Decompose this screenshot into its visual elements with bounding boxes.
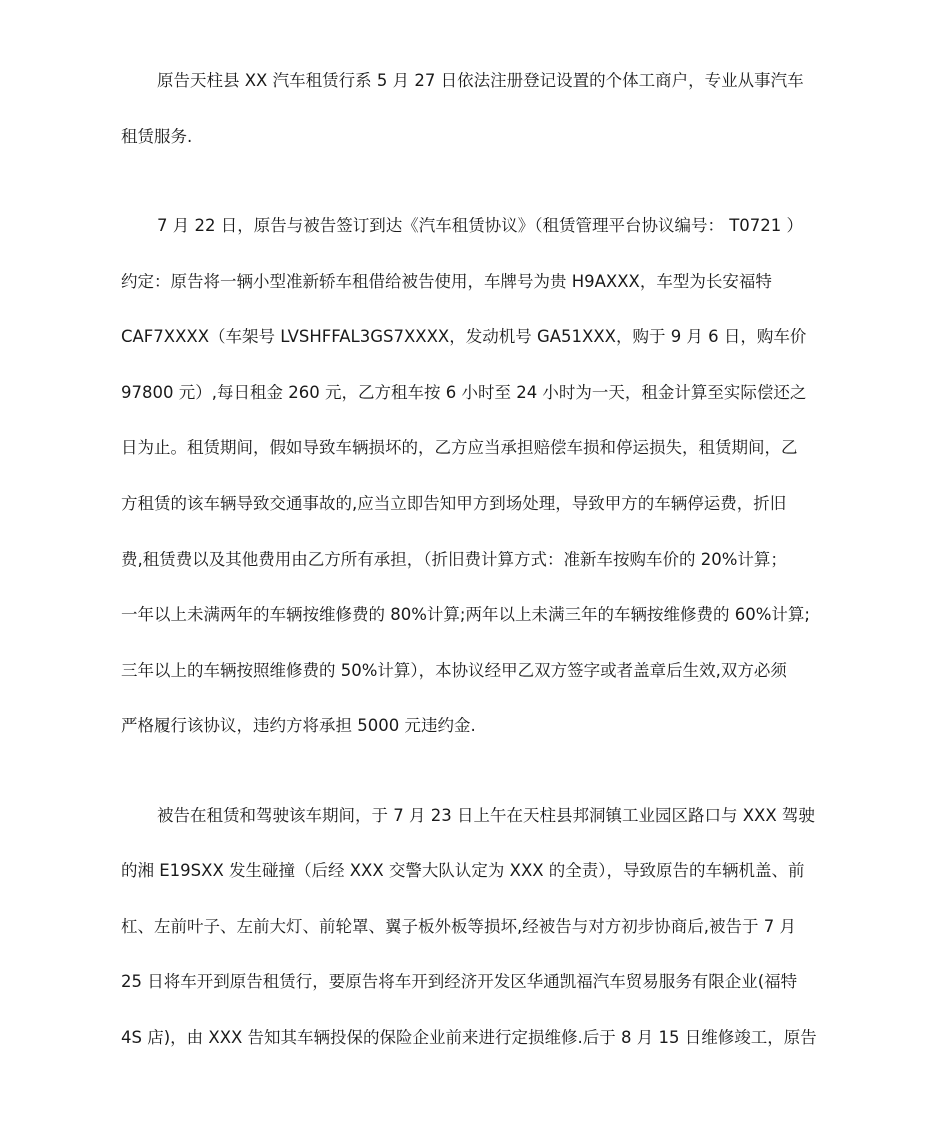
paragraph-1-line-2: 租赁服务. xyxy=(121,127,193,146)
paragraph-2-line-5: 日为止。租赁期间，假如导致车辆损坏的，乙方应当承担赔偿车损和停运损失，租赁期间，乙 xyxy=(121,438,798,457)
paragraph-2-line-7: 费,租赁费以及其他费用由乙方所有承担，（折旧费计算方式：准新车按购车价的 20%计算； xyxy=(121,550,787,569)
paragraph-2-line-6: 方租赁的该车辆导致交通事故的,应当立即告知甲方到场处理，导致甲方的车辆停运费，折旧 xyxy=(121,494,787,513)
paragraph-2-line-3: CAF7XXXX（车架号 LVSHFFAL3GS7XXXX，发动机号 GA51XXX，购于 9 月 6 日，购车价 xyxy=(121,327,807,346)
paragraph-2-line-1: 7 月 22 日，原告与被告签订到达《汽车租赁协议》（租赁管理平台协议编号： T0721 ） xyxy=(157,216,804,235)
paragraph-2-line-2: 约定：原告将一辆小型准新轿车租借给被告使用，车牌号为贵 H9AXXX，车型为长安福特 xyxy=(121,272,772,291)
paragraph-1-line-1: 原告天柱县 XX 汽车租赁行系 5 月 27 日依法注册登记设置的个体工商户，专业从事汽车 xyxy=(157,71,804,90)
paragraph-3-line-5: 4S 店)，由 XXX 告知其车辆投保的保险企业前来进行定损维修.后于 8 月 15 日维修竣工，原告 xyxy=(121,1028,817,1047)
paragraph-3-line-3: 杠、左前叶子、左前大灯、前轮罩、翼子板外板等损坏,经被告与对方初步协商后,被告于 7 月 xyxy=(121,917,796,936)
paragraph-3-line-1: 被告在租赁和驾驶该车期间，于 7 月 23 日上午在天柱县邦洞镇工业园区路口与 XXX 驾驶 xyxy=(157,806,815,825)
paragraph-2-line-4: 97800 元）,每日租金 260 元，乙方租车按 6 小时至 24 小时为一天，租金计算至实际偿还之 xyxy=(121,383,807,402)
paragraph-2-line-8: 一年以上未满两年的车辆按维修费的 80%计算;两年以上未满三年的车辆按维修费的 60%计算; xyxy=(121,605,810,624)
paragraph-2-line-10: 严格履行该协议，违约方将承担 5000 元违约金. xyxy=(121,716,476,735)
paragraph-2-line-9: 三年以上的车辆按照维修费的 50%计算），本协议经甲乙双方签字或者盖章后生效,双方必须 xyxy=(121,661,787,680)
paragraph-3-line-2: 的湘 E19SXX 发生碰撞（后经 XXX 交警大队认定为 XXX 的全责），导致原告的车辆机盖、前 xyxy=(121,861,805,880)
paragraph-3-line-4: 25 日将车开到原告租赁行，要原告将车开到经济开发区华通凯福汽车贸易服务有限企业(福特 xyxy=(121,972,798,991)
